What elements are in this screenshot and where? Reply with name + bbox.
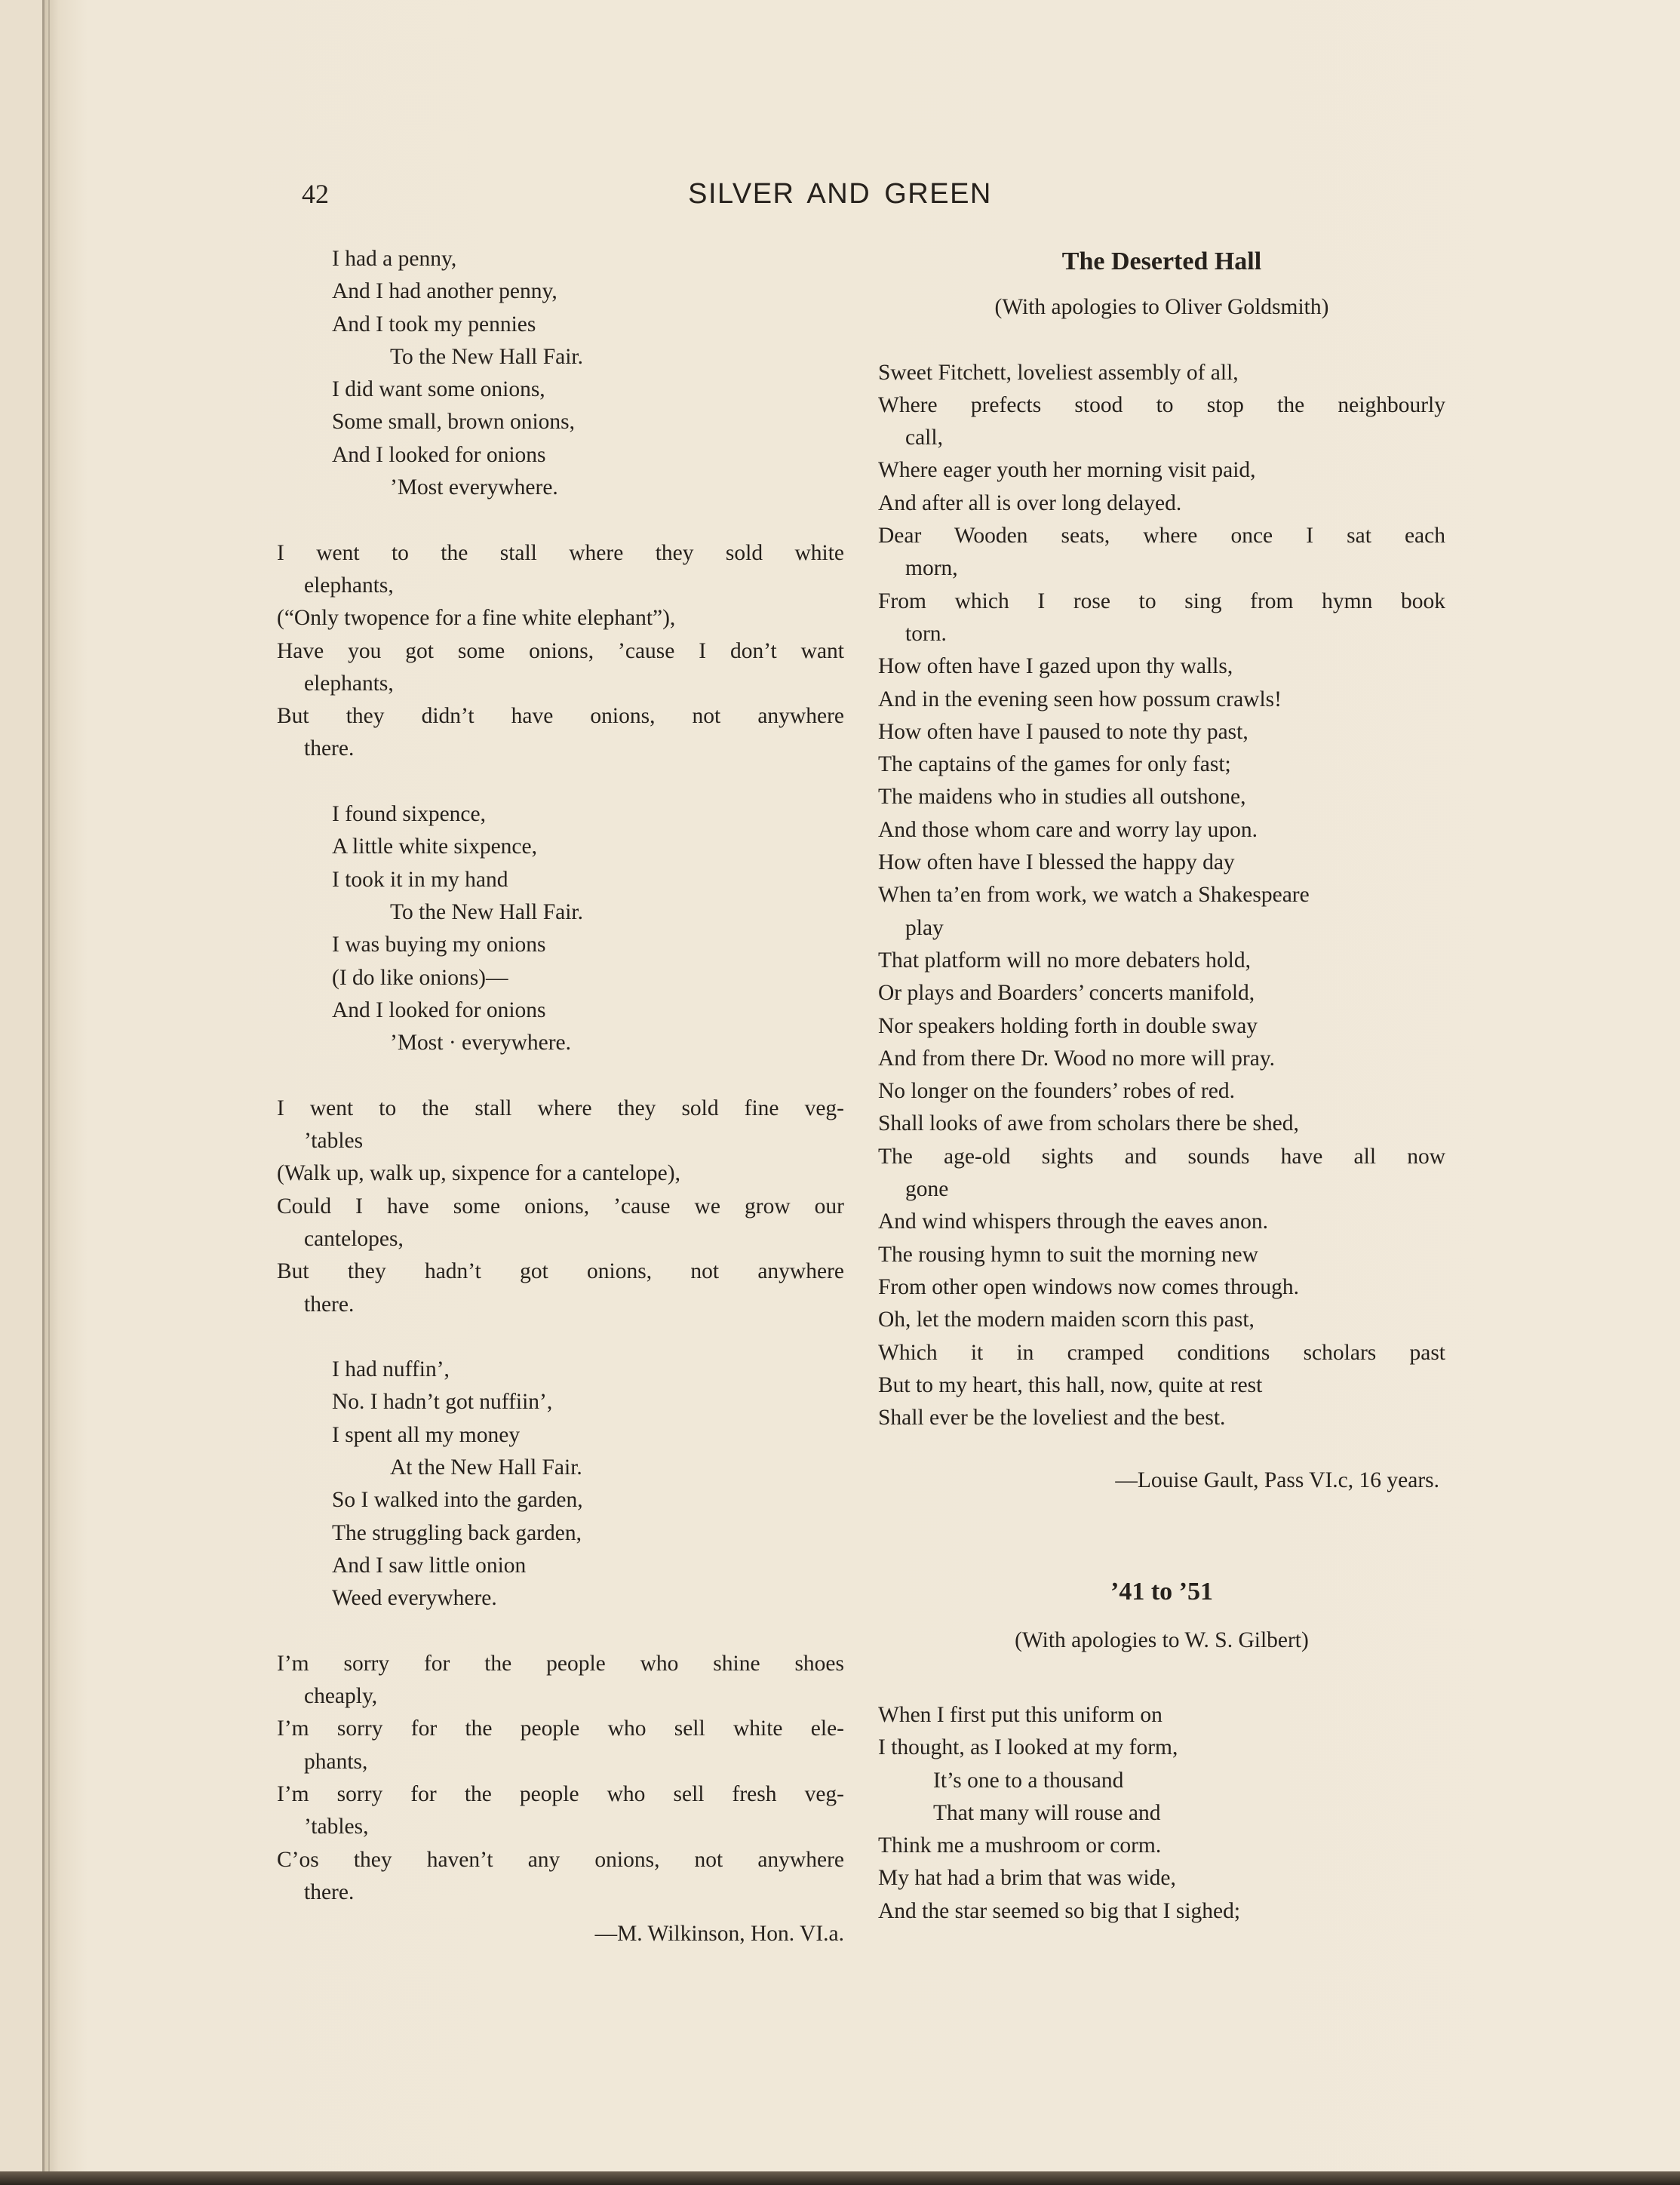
poem-line: there.: [304, 1292, 355, 1317]
stanza-gap: [277, 504, 844, 536]
poem-title: ’41 to ’51: [1110, 1577, 1213, 1606]
poem-line: My hat had a brim that was wide,: [878, 1866, 1176, 1891]
poem-signature: —Louise Gault, Pass VI.c, 16 years.: [1115, 1468, 1439, 1493]
poem-subtitle: (With apologies to Oliver Goldsmith): [994, 295, 1329, 319]
running-head: SILVER AND GREEN: [688, 178, 992, 210]
binding-shadow-2: [48, 0, 50, 2171]
right-column: [878, 243, 1445, 1928]
poem-signature: —M. Wilkinson, Hon. VI.a.: [594, 1922, 844, 1947]
onions-poem: [277, 243, 844, 1909]
stanza-gap: [277, 766, 844, 798]
poem-line: No. I hadn’t got nuffiin’,: [332, 1390, 553, 1415]
poem-line: Sweet Fitchett, loveliest assembly of all,: [878, 360, 1239, 385]
poem-line: I went to the stall where they sold white: [277, 540, 844, 565]
poem-line: call,: [905, 426, 943, 450]
poem-line: gone: [905, 1177, 949, 1202]
poem-line: morn,: [905, 556, 958, 581]
poem-line: The captains of the games for only fast;: [878, 752, 1231, 777]
poem-line: From which I rose to sing from hymn book: [878, 589, 1445, 613]
stanza-gap: [277, 1059, 844, 1092]
poem-line: The rousing hymn to suit the morning new: [878, 1242, 1258, 1267]
poem-line: And the star seemed so big that I sighed;: [878, 1898, 1241, 1923]
spacer: [277, 1909, 844, 1918]
poem-line: That platform will no more debaters hold,: [878, 948, 1251, 973]
poem-line: How often have I paused to note thy past,: [878, 719, 1248, 744]
poem-line: I took it in my hand: [332, 867, 508, 892]
poem-line: Could I have some onions, ’cause we grow our: [277, 1194, 844, 1218]
poem-line: And after all is over long delayed.: [878, 490, 1182, 515]
poem-line: I did want some onions,: [332, 377, 545, 402]
poem-line: I spent all my money: [332, 1422, 521, 1447]
poem-line: I had a penny,: [332, 247, 457, 271]
poem-line: Dear Wooden seats, where once I sat each: [878, 524, 1445, 549]
poem-line: And I looked for onions: [332, 442, 546, 467]
poem-line: I’m sorry for the people who sell white ele-: [277, 1716, 844, 1741]
poem-line: torn.: [905, 621, 947, 646]
poem-title: The Deserted Hall: [1061, 247, 1262, 275]
poem-line: I went to the stall where they sold fine veg-: [277, 1096, 844, 1120]
poem-line: How often have I gazed upon thy walls,: [878, 654, 1233, 679]
poem-line: And those whom care and worry lay upon.: [878, 817, 1258, 842]
left-column: [277, 243, 844, 1950]
page-header: [0, 178, 1680, 216]
poem-subtitle: (With apologies to W. S. Gilbert): [1015, 1627, 1309, 1652]
poem-line: (Walk up, walk up, sixpence for a cantelope),: [277, 1161, 680, 1186]
poem-line: I was buying my onions: [332, 933, 546, 957]
poem-line: The struggling back garden,: [332, 1520, 582, 1545]
poem-line: At the New Hall Fair.: [390, 1455, 582, 1480]
poem-line: Some small, brown onions,: [332, 410, 576, 435]
poem-line: It’s one to a thousand: [933, 1768, 1124, 1793]
poem-line: (I do like onions)—: [332, 965, 508, 990]
page-number: 42: [302, 179, 329, 209]
poem-line: cantelopes,: [304, 1226, 404, 1251]
gilbert-poem: [878, 1699, 1445, 1928]
poem-line: But to my heart, this hall, now, quite at rest: [878, 1372, 1263, 1397]
poem-line: Which it in cramped conditions scholars past: [878, 1340, 1445, 1365]
poem-line: phants,: [304, 1749, 368, 1774]
poem-line: When I first put this uniform on: [878, 1702, 1162, 1727]
poem-line: C’os they haven’t any onions, not anywhere: [277, 1847, 844, 1872]
poem-line: there.: [304, 1879, 355, 1904]
poem-line: Where eager youth her morning visit paid,: [878, 458, 1256, 483]
poem-line: Shall looks of awe from scholars there be shed,: [878, 1111, 1299, 1136]
poem-line: And I took my pennies: [332, 312, 536, 337]
poem-line: So I walked into the garden,: [332, 1488, 583, 1513]
stanza-gap: [277, 1615, 844, 1647]
spacer: [878, 324, 1445, 356]
binding-shadow: [42, 0, 45, 2171]
poem-line: But they didn’t have onions, not anywhere: [277, 704, 844, 729]
poem-line: there.: [304, 736, 355, 761]
poem-line: I thought, as I looked at my form,: [878, 1735, 1178, 1760]
poem-line: The maidens who in studies all outshone,: [878, 785, 1246, 810]
spacer: [878, 1498, 1445, 1573]
poem-line: Oh, let the modern maiden scorn this past,: [878, 1308, 1255, 1332]
poem-line: And wind whispers through the eaves anon.: [878, 1209, 1268, 1234]
poem-line: No longer on the founders’ robes of red.: [878, 1079, 1235, 1104]
spacer: [878, 1434, 1445, 1464]
poem-line: From other open windows now comes through.: [878, 1274, 1299, 1299]
deserted-hall-poem: [878, 357, 1445, 1435]
poem-line: And from there Dr. Wood no more will pray.: [878, 1046, 1276, 1071]
poem-line: Have you got some onions, ’cause I don’t want: [277, 638, 844, 663]
poem-line: Think me a mushroom or corm.: [878, 1833, 1162, 1858]
poem-line: ’Most · everywhere.: [390, 1031, 572, 1056]
poem-line: Shall ever be the loveliest and the best.: [878, 1406, 1226, 1431]
poem-line: Weed everywhere.: [332, 1586, 497, 1611]
poem-line: When ta’en from work, we watch a Shakespeare: [878, 883, 1310, 908]
poem-line: I had nuffin’,: [332, 1357, 450, 1382]
poem-line: elephants,: [304, 573, 394, 598]
spacer: [878, 1657, 1445, 1699]
poem-line: I found sixpence,: [332, 802, 486, 827]
stanza-gap: [277, 1321, 844, 1354]
poem-line: And I had another penny,: [332, 279, 557, 304]
poem-line: cheaply,: [304, 1684, 378, 1709]
poem-line: And I looked for onions: [332, 997, 546, 1022]
poem-line: elephants,: [304, 671, 394, 696]
poem-line: Or plays and Boarders’ concerts manifold,: [878, 981, 1255, 1006]
poem-line: How often have I blessed the happy day: [878, 850, 1235, 875]
poem-line: play: [905, 915, 944, 940]
poem-line: I’m sorry for the people who sell fresh veg-: [277, 1781, 844, 1806]
poem-line: ’tables,: [304, 1815, 369, 1839]
poem-line: A little white sixpence,: [332, 834, 537, 859]
poem-line: And I saw little onion: [332, 1553, 527, 1578]
poem-line: To the New Hall Fair.: [390, 344, 584, 369]
poem-line: But they hadn’t got onions, not anywhere: [277, 1259, 844, 1284]
poem-line: Nor speakers holding forth in double sway: [878, 1013, 1258, 1038]
poem-line: (“Only twopence for a fine white elephant”),: [277, 606, 676, 631]
poem-line: The age-old sights and sounds have all now: [878, 1144, 1445, 1169]
poem-line: To the New Hall Fair.: [390, 899, 584, 924]
poem-line: I’m sorry for the people who shine shoes: [277, 1651, 844, 1676]
poem-line: ’Most everywhere.: [390, 475, 558, 500]
poem-line: And in the evening seen how possum crawls!: [878, 687, 1282, 711]
poem-line: That many will rouse and: [933, 1800, 1161, 1825]
poem-line: Where prefects stood to stop the neighbourly: [878, 392, 1445, 417]
page-bottom-edge: [0, 2171, 1680, 2185]
poem-line: ’tables: [304, 1129, 364, 1154]
